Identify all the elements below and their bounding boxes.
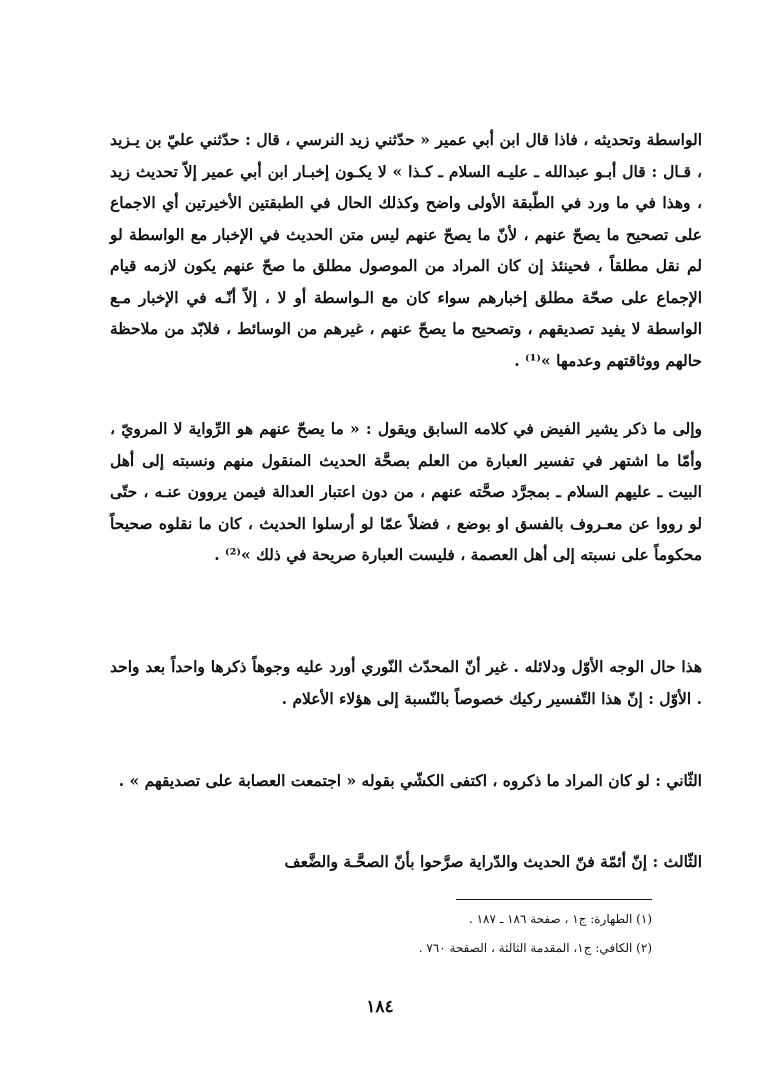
paragraph-lead-word: الثّاني <box>666 771 702 790</box>
paragraph-text: : إنّ أئمّة فنّ الحديث والدّراية صرَّحوا بأنّ الصحَّـة والضَّعف <box>284 852 664 871</box>
footnote-2: (٢) الكافي: ج١، المقدمة الثالثة ، الصفحة ٧٦٠ . <box>418 941 652 955</box>
paragraph-body <box>110 765 702 797</box>
footnote-divider <box>456 899 652 900</box>
main-text-paragraph-4 <box>110 765 702 797</box>
main-text-paragraph-1 <box>110 124 702 376</box>
main-text-paragraph-5 <box>110 846 702 878</box>
paragraph-text: وإلى ما ذكر يشير الفيض في كلامه السابق ويقول : « ما يصحّ عنهم هو الرِّواية لا المرويّ ، وأمّا ما اشتهر في تفسير العبارة من العلم بصحَّة الحديث المنقول منهم ونسبته إلى أهل البيت ـ عليهم السلام ـ بمجرَّد صحَّته عنهم ، من دون اعتبار العدالة فيمن يروون عنـه ، حتّى لو رووا عن معـروف بالفسق او بوضع ، فضلاً عمّا لو أرسلوا الحديث ، كان ما نقلوه صحيحاً محكوماً على نسبته إلى أهل العصمة ، فليست العبارة صريحة في ذلك »⁽²⁾ . <box>110 419 702 564</box>
paragraph-lead-word: الثّالث <box>663 852 702 871</box>
footnote-1: (١) الطهارة: ج١ ، صفحة ١٨٦ ـ ١٨٧ . <box>468 912 652 926</box>
main-text-paragraph-2 <box>110 413 702 571</box>
paragraph-text: هذا حال الوجه الأوّل ودلائله . غير أنّ المحدّث النّوري أورد عليه وجوهاً ذكرها واحداً بعد واحد . الأوّل : إنّ هذا التّفسير ركيك خصوصاً بالنّسبة إلى هؤلاء الأعلام . <box>110 657 702 708</box>
page-number: ١٨٤ <box>366 997 394 1017</box>
paragraph-text: : لو كان المراد ما ذكروه ، اكتفى الكشّي بقوله « اجتمعت العصابة على تصديقهم » . <box>118 771 667 790</box>
paragraph-body <box>110 846 702 878</box>
main-text-paragraph-3 <box>110 651 702 714</box>
paragraph-text: الواسطة وتحديثه ، فاذا قال ابن أبي عمير « حدّثني زيد النرسي ، قال : حدّثني عليّ بن يـزيد ، قـال : قال أبـو عبدالله ـ عليـه السلام ـ كـذا » لا يكـون إخبـار ابن أبي عمير إلاّ تحديث زيد ، وهذا في ما ورد في الطّبقة الأولى واضح وكذلك الحال في الطبقتين الأخيرتين أي الاجماع على تصحيح ما يصحّ عنهم ، لأنّ ما يصحّ عنهم ليس متن الحديث في الإخبار مع الواسطة لو لم نقل مطلقاً ، فحينئذ إن كان المراد من الموصول مطلق ما صحّ عنهم يكون لازمه قيام الإجماع على صحّة مطلق إخبارهم سواء كان مع الـواسطة أو لا ، إلاّ أنّـه في الإخبار مـع الواسطة لا يفيد تصديقهم ، وتصحيح ما يصحّ عنهم ، غيرهم من الوسائط ، فلابّد من ملاحظة حالهم ووثاقتهم وعدمها »⁽¹⁾ . <box>110 130 702 370</box>
